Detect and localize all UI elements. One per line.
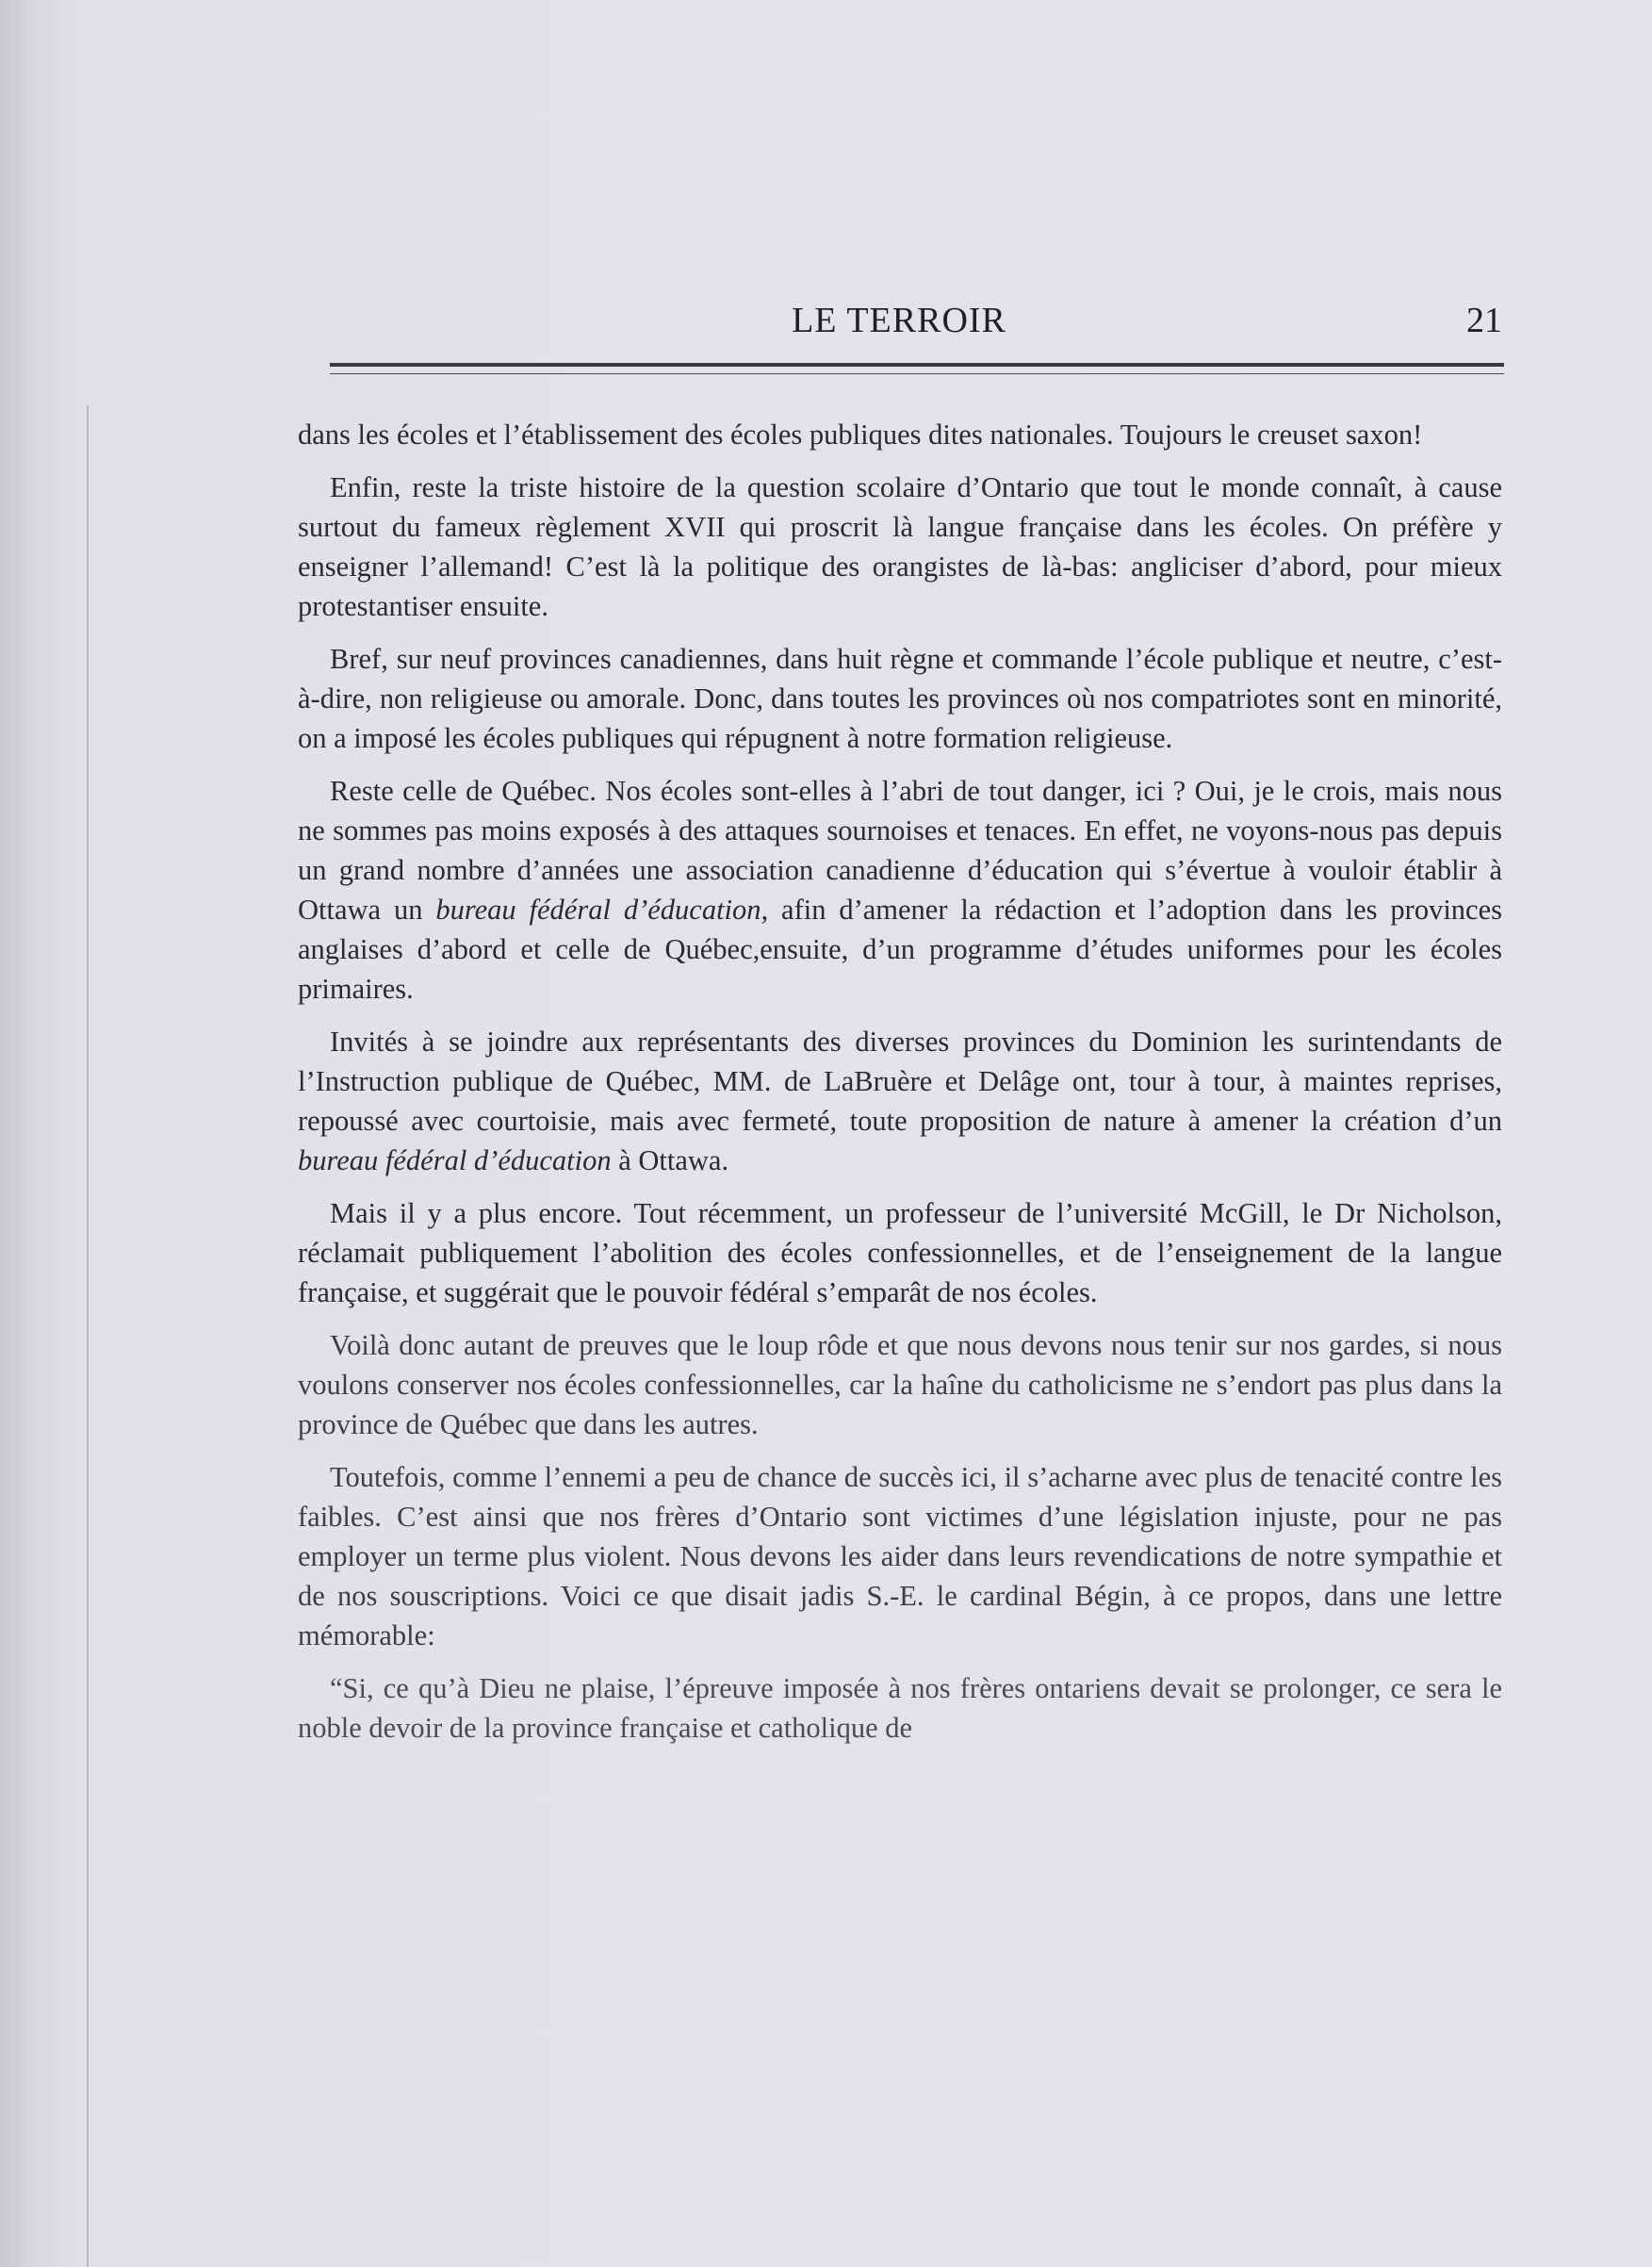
paragraph (298, 1457, 1502, 1655)
paragraph-text: “Si, ce qu’à Dieu ne plaise, l’épreuve imposée à nos frères ontariens devait se prolonger, ce sera le noble devoir de la province française et catholique de (298, 1672, 1502, 1744)
paragraph (298, 1022, 1502, 1180)
binding-gutter (87, 405, 89, 2267)
paragraph (298, 468, 1502, 626)
paragraph (298, 415, 1502, 454)
paragraph (298, 1325, 1502, 1444)
paragraph-text: Enfin, reste la triste histoire de la question scolaire d’Ontario que tout le monde connaît, à cause surtout du fameux règlement XVII qui proscrit là langue française dans les écoles. On préfère y enseigner l’allemand! C’est là la politique des orangistes de là-bas: angliciser d’abord, pour mieux protestantiser ensuite. (298, 471, 1502, 622)
paragraph-text: Toutefois, comme l’ennemi a peu de chance de succès ici, il s’acharne avec plus de tenacité contre les faibles. C’est ainsi que nos frères d’Ontario sont victimes d’une législation injuste, pour ne pas employer un terme plus violent. Nous devons les aider dans leurs revendications de notre sympathie et de nos souscriptions. Voici ce que disait jadis S.-E. le cardinal Bégin, à ce propos, dans une lettre mémorable: (298, 1461, 1502, 1651)
paragraph (298, 639, 1502, 758)
page-header (292, 300, 1506, 353)
paragraph-text: Reste celle de Québec. Nos écoles sont-elles à l’abri de tout danger, ici ? Oui, je le crois, mais nous ne sommes pas moins exposés à des attaques sournoises et tenaces. En effet, ne voyons-nous pas depuis un grand nombre d’années une association canadienne d’éducation qui s’évertue à vouloir établir à Ottawa un (298, 775, 1502, 926)
paragraph-text: à Ottawa. (611, 1144, 729, 1176)
paragraph-text: Bref, sur neuf provinces canadiennes, dans huit règne et commande l’école publique et neutre, c’est-à-dire, non religieuse ou amorale. Donc, dans toutes les provinces où nos compatriotes sont en minorité, on a imposé les écoles publiques qui répugnent à notre formation religieuse. (298, 643, 1502, 754)
paragraph-text: Voilà donc autant de preuves que le loup rôde et que nous devons nous tenir sur nos gardes, si nous voulons conserver nos écoles confessionnelles, car la haîne du catholicisme ne s’endort pas plus dans la province de Québec que dans les autres. (298, 1329, 1502, 1440)
paragraph (298, 1193, 1502, 1312)
italic-text: bureau fédéral d’éducation (298, 1144, 612, 1176)
header-rule-thick (330, 363, 1504, 367)
paragraph-text: afin d’amener la rédaction et l’adoption dans les provinces anglaises d’abord et celle de Québec,ensuite, d’un programme d’études uniformes pour les écoles primaires. (298, 894, 1502, 1005)
paragraph-text: Invités à se joindre aux représentants des diverses provinces du Dominion les surintendants de l’Instruction publique de Québec, MM. de LaBruère et Delâge ont, tour à tour, à maintes reprises, repoussé avec courtoisie, mais avec fermeté, toute proposition de nature à amener la création d’un (298, 1026, 1502, 1137)
paragraph-text: dans les écoles et l’établissement des écoles publiques dites nationales. Toujours le creuset saxon! (298, 419, 1423, 451)
paragraph-text: Mais il y a plus encore. Tout récemment, un professeur de l’université McGill, le Dr Nicholson, réclamait publiquement l’abolition des écoles confessionnelles, et de l’enseignement de la langue française, et suggérait que le pouvoir fédéral s’emparât de nos écoles. (298, 1197, 1502, 1308)
italic-text: bureau fédéral d’éducation, (435, 894, 769, 926)
running-title: LE TERROIR (792, 301, 1006, 340)
page-number: 21 (1466, 301, 1502, 340)
body-text (298, 415, 1502, 1761)
paragraph (298, 1668, 1502, 1748)
paragraph (298, 771, 1502, 1009)
header-rule-thin (330, 373, 1504, 374)
